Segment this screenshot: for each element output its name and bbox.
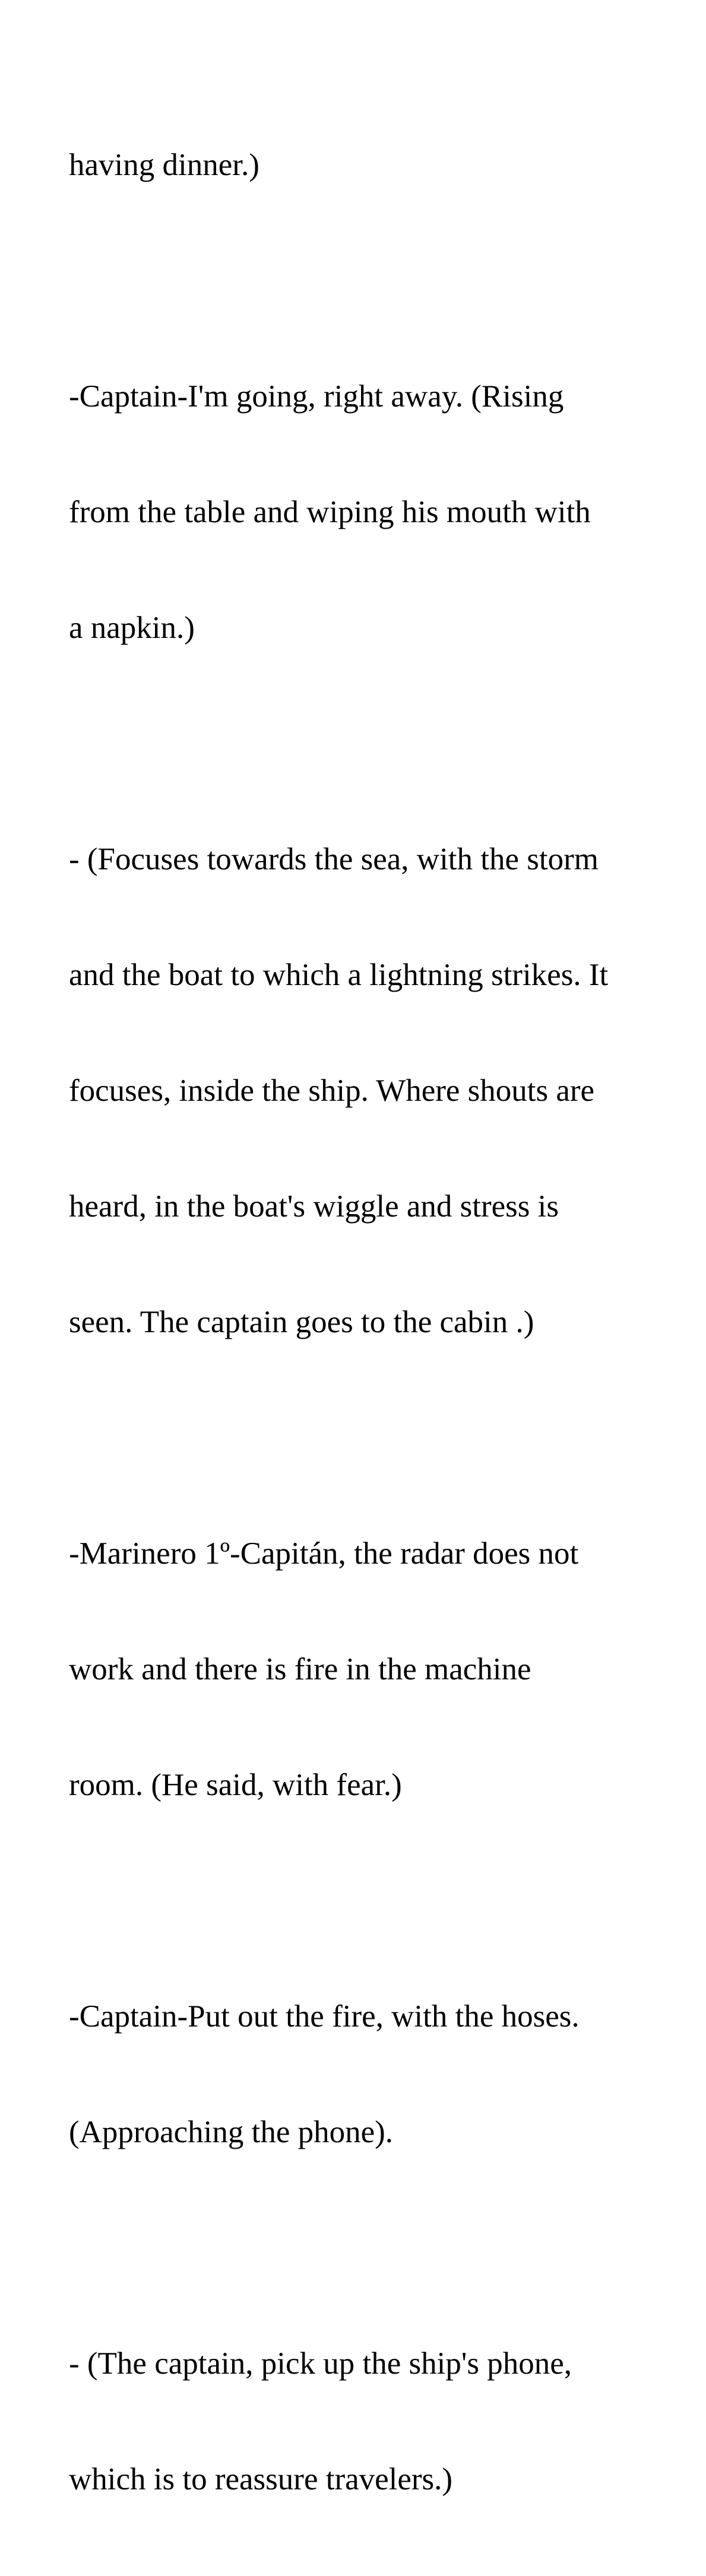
text-line: work and there is fire in the machine — [69, 1652, 531, 1686]
paragraph-6 — [69, 2267, 647, 2576]
paragraph-3 — [69, 763, 647, 1419]
paragraph-2 — [69, 300, 647, 725]
text-line: - (Focuses towards the sea, with the storm — [69, 842, 599, 876]
text-line: and the boat to which a lightning strikes. It — [69, 958, 609, 992]
text-line: focuses, inside the ship. Where shouts are — [69, 1073, 595, 1108]
text-line: a napkin.) — [69, 611, 195, 645]
paragraph-5 — [69, 1920, 647, 2229]
text-line: room. (He said, with fear.) — [69, 1768, 402, 1802]
text-line: which is to reassure travelers.) — [69, 2462, 453, 2496]
text-line: seen. The captain goes to the cabin .) — [69, 1305, 534, 1339]
text-line: (Approaching the phone). — [69, 2115, 394, 2149]
text-line: -Captain-I'm going, right away. (Rising — [69, 379, 564, 414]
paragraph-1 — [69, 69, 647, 262]
paragraph-4 — [69, 1457, 647, 1882]
text-line: having dinner.) — [69, 148, 259, 182]
text-line: from the table and wiping his mouth with — [69, 495, 591, 529]
text-line: -Marinero 1º-Capitán, the radar does not — [69, 1536, 579, 1571]
text-line: - (The captain, pick up the ship's phone, — [69, 2346, 572, 2381]
text-line: -Captain-Put out the fire, with the hoses. — [69, 1999, 580, 2034]
text-line: heard, in the boat's wiggle and stress is — [69, 1189, 559, 1224]
